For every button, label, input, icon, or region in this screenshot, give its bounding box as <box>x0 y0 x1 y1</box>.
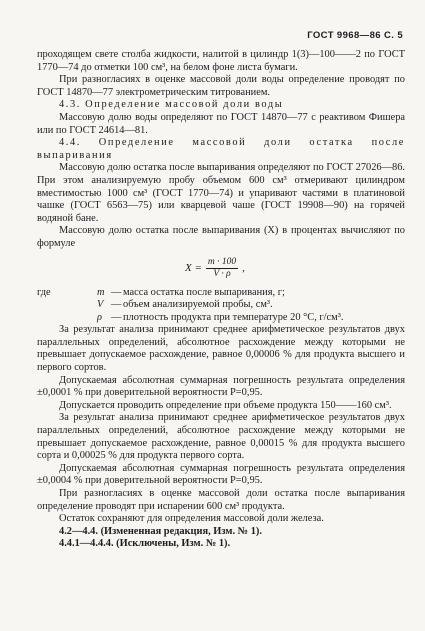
definition-symbol: ρ <box>97 311 102 323</box>
definition-text: масса остатка после выпаривания, г; <box>123 286 285 298</box>
definition-symbol: V <box>97 299 104 311</box>
paragraph-result-2: За результат анализа принимают среднее арифметическое результатов двух параллельных определений, абсолютное расхождение между которыми не превышает допускаемое расхождение, равное 0,00015 % для продукта высшего сорта и 0,00025 % для продукта первого сорта. <box>37 412 405 462</box>
section-4-3-text: Массовую долю воды определяют по ГОСТ 14870—77 с реактивом Фишера или по ГОСТ 24614—81. <box>37 111 405 136</box>
section-4-4-title: 4.4. Определение массовой доли остатка после выпаривания <box>37 137 405 161</box>
formula-tail: , <box>242 261 245 274</box>
definition-label <box>37 299 97 312</box>
formula <box>185 257 405 280</box>
definition-m: где m — масса остатка после выпаривания, г; <box>37 286 285 298</box>
paragraph-error-2: Допускаемая абсолютная суммарная погрешность результата определения ±0,0004 % при доверительной вероятности P=0,95. <box>37 462 405 487</box>
page-header: ГОСТ 9968—86 С. 5 <box>307 30 403 41</box>
definition-text: объем анализируемой пробы, см³. <box>123 299 273 311</box>
paragraph-change-2: 4.4.1—4.4.4. (Исключены, Изм. № 1). <box>59 538 231 550</box>
paragraph-disagreement-water: При разногласиях в оценке массовой доли воды определение проводят по ГОСТ 14870—77 электрометрическим титрованием. <box>37 74 405 98</box>
definition-label: где <box>37 286 51 298</box>
paragraph-change-1: 4.2—4.4. (Измененная редакция, Изм. № 1). <box>59 525 262 537</box>
formula-denominator: V · ρ <box>213 268 231 279</box>
section-4-4-paragraph-1: Массовую долю остатка после выпаривания определяют по ГОСТ 27026—86. При этом анализируемую пробу объемом 600 см³ отмеривают цилиндром вместимостью 1000 см³ (ГОСТ 1770—74) и упаривают частями в платиновой чашке (ГОСТ 6563—75) или кварцевой чаше (ГОСТ 19908—90) на горячей водяной бане. <box>37 162 405 224</box>
definition-v: V — объем анализируемой пробы, см³. <box>37 299 405 312</box>
paragraph-residue-kept: Остаток сохраняют для определения массовой доли железа. <box>59 513 324 525</box>
definition-label <box>37 312 97 325</box>
paragraph-error-1: Допускаемая абсолютная суммарная погрешность результата определения ±0,0001 % при доверительной вероятности P=0,95. <box>37 374 405 399</box>
paragraph-disagreement-residue: При разногласиях в оценке массовой доли остатка после выпаривания определение проводят при испарении 600 см³ продукта. <box>37 488 405 512</box>
paragraph-result-1: За результат анализа принимают среднее арифметическое результатов двух параллельных определений, абсолютное расхождение между которыми не превышает допускаемое расхождение, равное 0,00006 % для продукта высшего и первого сортов. <box>37 324 405 374</box>
definition-symbol: m <box>97 286 105 298</box>
document-body <box>37 49 405 551</box>
paragraph-allowance: Допускается проводить определение при объеме продукта 150——160 см³. <box>59 399 392 411</box>
paragraph-continuation: проходящем свете столба жидкости, налитой в цилиндр 1(3)—100——2 по ГОСТ 1770—74 до отметки 100 см³, на белом фоне листа бумаги. <box>37 49 405 73</box>
formula-fraction <box>206 257 238 280</box>
definition-rho: ρ — плотность продукта при температуре 20 °С, г/см³. <box>37 312 405 325</box>
formula-lhs: X = <box>185 261 202 274</box>
section-4-3-title: 4.3. Определение массовой доли воды <box>59 99 284 111</box>
formula-numerator: m · 100 <box>207 256 237 267</box>
definition-text: плотность продукта при температуре 20 °С, г/см³. <box>123 311 344 323</box>
section-4-4-paragraph-2: Массовую долю остатка после выпаривания (X) в процентах вычисляют по формуле <box>37 225 405 249</box>
